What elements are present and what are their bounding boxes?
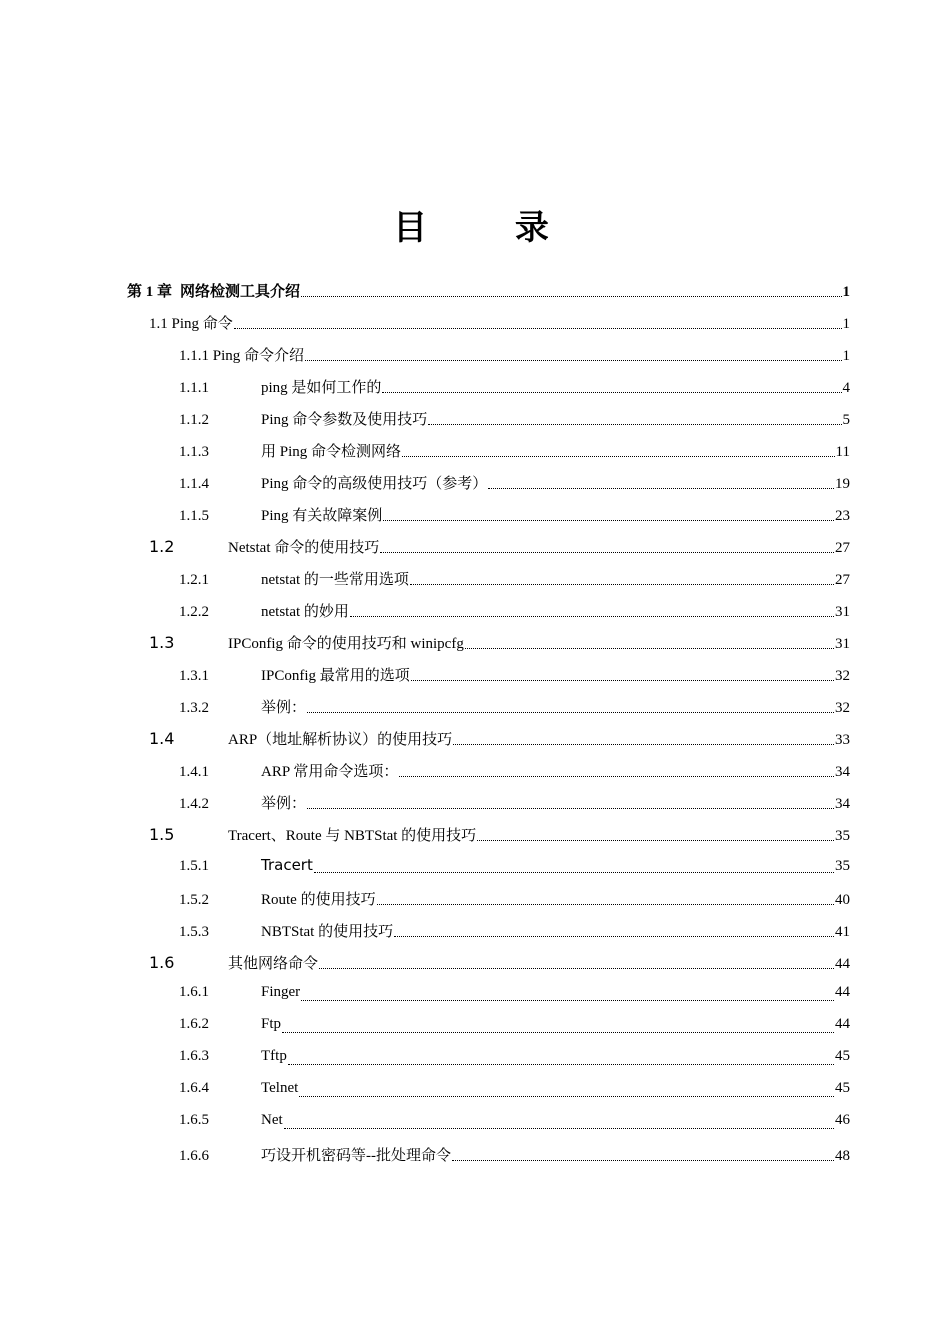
toc-entry-title: Net — [261, 1112, 283, 1128]
toc-entry-number: 1.2 — [149, 537, 175, 556]
toc-leader-dots — [383, 519, 834, 521]
toc-entry-title: Ping 命令参数及使用技巧 — [261, 412, 428, 428]
toc-entry-title: 网络检测工具介绍 — [180, 284, 301, 300]
toc-entry-page: 34 — [835, 796, 850, 812]
toc-entry-page: 32 — [835, 700, 850, 716]
toc-entry-number: 1.6 — [149, 953, 175, 972]
toc-entry-1-2-2[interactable] — [179, 600, 850, 624]
toc-entry-number: 1.1.1 — [179, 380, 209, 396]
toc-entry-1-3-2[interactable] — [179, 696, 850, 720]
toc-entry-title: netstat 的一些常用选项 — [261, 572, 409, 588]
toc-leader-dots — [394, 935, 834, 937]
toc-entry-title: ARP（地址解析协议）的使用技巧 — [228, 732, 453, 748]
toc-entry-title: NBTStat 的使用技巧 — [261, 924, 394, 940]
toc-entry-1-6[interactable] — [149, 952, 850, 976]
toc-entry-page: 45 — [835, 1048, 850, 1064]
toc-leader-dots — [299, 1095, 834, 1097]
toc-leader-dots — [465, 647, 834, 649]
toc-leader-dots — [477, 839, 834, 841]
toc-entry-number: 1.1.3 — [179, 444, 209, 460]
toc-leader-dots — [399, 775, 834, 777]
toc-entry-1-1-1[interactable] — [179, 376, 850, 400]
toc-entry-number: 1.5.3 — [179, 924, 209, 940]
toc-leader-dots — [307, 711, 834, 713]
toc-entry-number: 1.1.5 — [179, 508, 209, 524]
toc-entry-number: 1.3.2 — [179, 700, 209, 716]
toc-entry-page: 44 — [835, 1016, 850, 1032]
toc-entry-title: IPConfig 命令的使用技巧和 winipcfg — [228, 636, 464, 652]
toc-leader-dots — [411, 679, 834, 681]
toc-leader-dots — [305, 359, 841, 361]
toc-entry-page: 34 — [835, 764, 850, 780]
toc-leader-dots — [282, 1031, 834, 1033]
toc-entry-page: 32 — [835, 668, 850, 684]
toc-entry-title: ARP 常用命令选项： — [261, 764, 399, 780]
toc-entry-page: 46 — [835, 1112, 850, 1128]
toc-entry-number: 1.3 — [149, 633, 175, 652]
toc-entry-page: 35 — [835, 828, 850, 844]
toc-entry-title: Tftp — [261, 1048, 287, 1064]
toc-leader-dots — [452, 1159, 834, 1161]
toc-leader-dots — [428, 423, 841, 425]
toc-leader-dots — [488, 487, 834, 489]
toc-leader-dots — [382, 391, 841, 393]
toc-entry-title: 举例： — [261, 700, 307, 716]
toc-entry-page: 1 — [842, 284, 850, 300]
toc-entry-page: 1 — [842, 316, 850, 332]
toc-entry-page: 23 — [835, 508, 850, 524]
toc-entry-1-6-3[interactable] — [179, 1048, 850, 1072]
toc-entry-number: 1.5 — [149, 825, 175, 844]
toc-entry-number: 1.1.4 — [179, 476, 209, 492]
toc-entry-title: ping 是如何工作的 — [261, 380, 382, 396]
toc-entry-1-1[interactable] — [149, 312, 850, 336]
toc-entry-1-1-4[interactable] — [179, 472, 850, 496]
toc-entry-page: 31 — [835, 636, 850, 652]
toc-entry-number: 1.5.1 — [179, 858, 209, 874]
toc-entry-page: 11 — [835, 444, 850, 460]
toc-entry-number: 第 1 章 — [127, 284, 173, 300]
toc-entry-title: Ping 有关故障案例 — [261, 508, 383, 524]
toc-entry-page: 4 — [842, 380, 850, 396]
toc-entry-1-1-1-intro[interactable] — [179, 344, 850, 368]
toc-entry-1-6-1[interactable] — [179, 984, 850, 1008]
toc-leader-dots — [377, 903, 834, 905]
toc-leader-dots — [307, 807, 834, 809]
toc-entry-1-4-2[interactable] — [179, 792, 850, 816]
toc-entry-title: Ftp — [261, 1016, 282, 1032]
toc-entry-1-1-5[interactable] — [179, 504, 850, 528]
toc-leader-dots — [350, 615, 834, 617]
toc-entry-number: 1.6.2 — [179, 1016, 209, 1032]
toc-entry-page: 48 — [835, 1148, 850, 1164]
toc-entry-1-6-4[interactable] — [179, 1080, 850, 1104]
toc-entry-1-1-2[interactable] — [179, 408, 850, 432]
toc-entry-title: Netstat 命令的使用技巧 — [228, 540, 380, 556]
toc-entry-title: 用 Ping 命令检测网络 — [261, 444, 402, 460]
toc-entry-title: Ping 命令的高级使用技巧（参考） — [261, 476, 488, 492]
toc-entry-number: 1.2.2 — [179, 604, 209, 620]
toc-entry-number: 1.6.1 — [179, 984, 209, 1000]
toc-entry-1-2[interactable] — [149, 536, 850, 560]
toc-entry-title: Tracert、Route 与 NBTStat 的使用技巧 — [228, 828, 477, 844]
toc-entry-1-5-3[interactable] — [179, 920, 850, 944]
toc-entry-number: 1.6.6 — [179, 1148, 209, 1164]
toc-entry-number: 1.1.2 — [179, 412, 209, 428]
toc-entry-page: 41 — [835, 924, 850, 940]
toc-leader-dots — [410, 583, 834, 585]
toc-entry-title: netstat 的妙用 — [261, 604, 349, 620]
toc-entry-number: 1.4 — [149, 729, 175, 748]
toc-entry-page: 35 — [835, 858, 850, 874]
toc-entry-number: 1.4.2 — [179, 796, 209, 812]
toc-entry-title: 巧设开机密码等--批处理命令 — [261, 1148, 451, 1164]
toc-leader-dots — [301, 999, 834, 1001]
toc-entry-title: 其他网络命令 — [228, 956, 319, 972]
toc-entry-number: 1.6.3 — [179, 1048, 209, 1064]
toc-leader-dots — [284, 1127, 834, 1129]
toc-entry-page: 27 — [835, 572, 850, 588]
toc-leader-dots — [234, 327, 842, 329]
toc-entry-page: 19 — [835, 476, 850, 492]
toc-leader-dots — [453, 743, 834, 745]
toc-entry-number: 1.4.1 — [179, 764, 209, 780]
toc-entry-title: Finger — [261, 984, 301, 1000]
toc-entry-title: Route 的使用技巧 — [261, 892, 376, 908]
toc-entry-page: 44 — [835, 984, 850, 1000]
toc-entry-page: 5 — [842, 412, 850, 428]
toc-entry-page: 33 — [835, 732, 850, 748]
toc-entry-1-6-2[interactable] — [179, 1016, 850, 1040]
toc-leader-dots — [301, 295, 841, 297]
toc-entry-1-6-5[interactable] — [179, 1112, 850, 1136]
toc-entry-title: Telnet — [261, 1080, 299, 1096]
toc-entry-title: IPConfig 最常用的选项 — [261, 668, 410, 684]
toc-entry-page: 40 — [835, 892, 850, 908]
toc-entry-chapter-1[interactable] — [127, 280, 850, 304]
toc-entry-1-5-1[interactable] — [179, 856, 850, 880]
toc-leader-dots — [380, 551, 834, 553]
toc-entry-1-1-3[interactable] — [179, 440, 850, 464]
toc-leader-dots — [319, 967, 834, 969]
toc-entry-1-3[interactable] — [149, 632, 850, 656]
toc-entry-title: 1.1 Ping 命令 — [149, 316, 233, 332]
toc-entry-1-6-6[interactable] — [179, 1144, 850, 1168]
toc-entry-1-5[interactable] — [149, 824, 850, 848]
toc-entry-title: 举例： — [261, 796, 307, 812]
page-title: 目 录 — [393, 208, 587, 248]
toc-entry-page: 45 — [835, 1080, 850, 1096]
toc-entry-number: 1.3.1 — [179, 668, 209, 684]
toc-entry-1-3-1[interactable] — [179, 664, 850, 688]
toc-entry-1-5-2[interactable] — [179, 888, 850, 912]
toc-entry-page: 1 — [842, 348, 850, 364]
toc-leader-dots — [288, 1063, 834, 1065]
toc-entry-1-4[interactable] — [149, 728, 850, 752]
toc-leader-dots — [314, 871, 834, 873]
toc-entry-title: 1.1.1 Ping 命令介绍 — [179, 348, 305, 364]
toc-entry-number: 1.6.5 — [179, 1112, 209, 1128]
toc-entry-1-4-1[interactable] — [179, 760, 850, 784]
toc-entry-number: 1.5.2 — [179, 892, 209, 908]
toc-entry-page: 31 — [835, 604, 850, 620]
toc-entry-number: 1.6.4 — [179, 1080, 209, 1096]
toc-entry-1-2-1[interactable] — [179, 568, 850, 592]
toc-entry-title: Tracert — [261, 856, 313, 874]
toc-entry-page: 44 — [835, 956, 850, 972]
toc-entry-page: 27 — [835, 540, 850, 556]
toc-entry-number: 1.2.1 — [179, 572, 209, 588]
toc-leader-dots — [402, 455, 835, 457]
